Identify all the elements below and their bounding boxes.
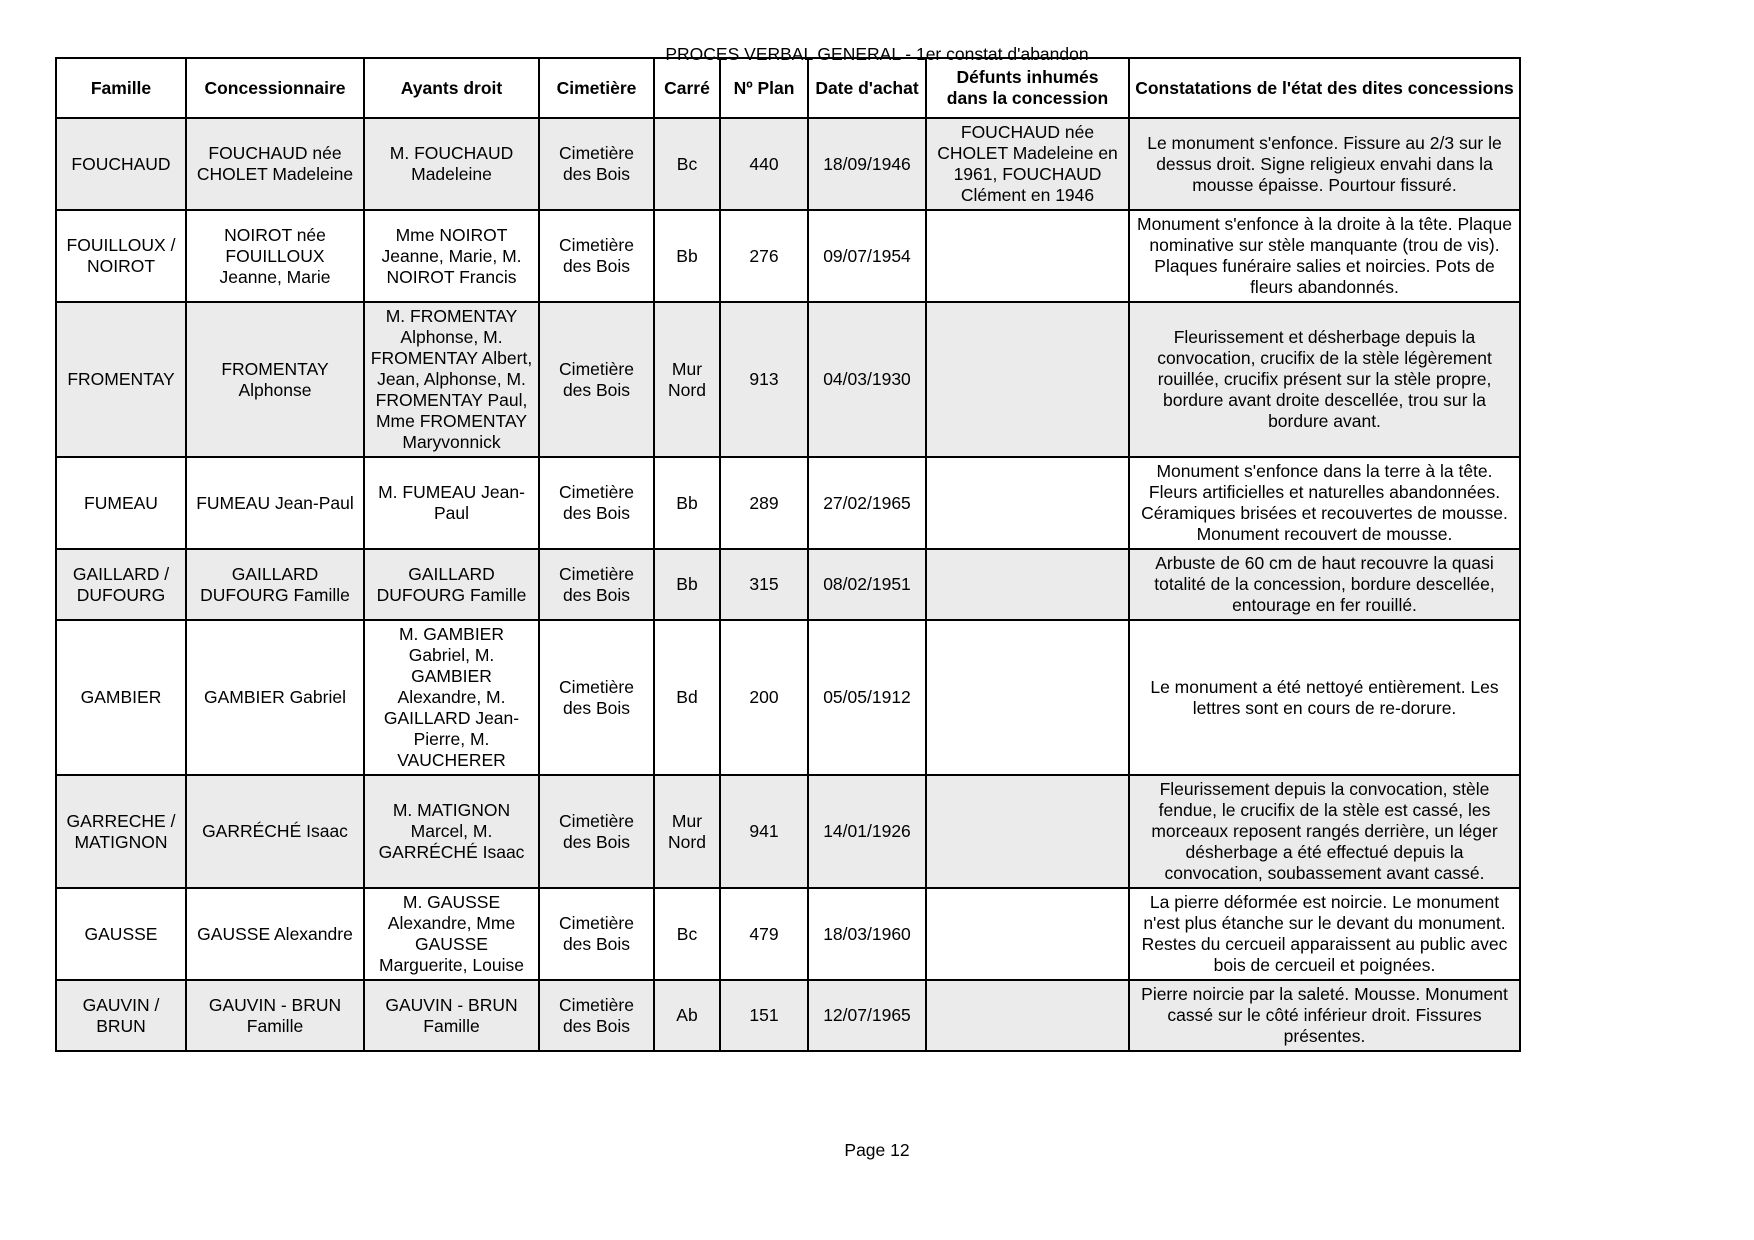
cell-concessionnaire: NOIROT née FOUILLOUX Jeanne, Marie <box>186 210 364 302</box>
cell-ayants-droit: GAILLARD DUFOURG Famille <box>364 549 539 620</box>
column-header-date-achat: Date d'achat <box>808 58 926 118</box>
cell-concessionnaire: FOUCHAUD née CHOLET Madeleine <box>186 118 364 210</box>
cell-ayants-droit: M. FROMENTAY Alphonse, M. FROMENTAY Albert, Jean, Alphonse, M. FROMENTAY Paul, Mme FROMENTAY Maryvonnick <box>364 302 539 457</box>
cell-date-achat: 27/02/1965 <box>808 457 926 549</box>
cell-constatations: Le monument a été nettoyé entièrement. Les lettres sont en cours de re-dorure. <box>1129 620 1520 775</box>
cell-cimetiere: Cimetière des Bois <box>539 620 654 775</box>
table-row <box>56 549 1520 620</box>
table-row <box>56 775 1520 888</box>
column-header-cimetiere: Cimetière <box>539 58 654 118</box>
cell-famille: GAMBIER <box>56 620 186 775</box>
cell-defunts: FOUCHAUD née CHOLET Madeleine en 1961, FOUCHAUD Clément en 1946 <box>926 118 1129 210</box>
cell-no-plan: 941 <box>720 775 808 888</box>
cell-concessionnaire: GARRÉCHÉ Isaac <box>186 775 364 888</box>
cell-constatations: Monument s'enfonce à la droite à la tête. Plaque nominative sur stèle manquante (trou de vis). Plaques funéraire salies et noircies. Pots de fleurs abandonnés. <box>1129 210 1520 302</box>
cell-concessionnaire: FUMEAU Jean-Paul <box>186 457 364 549</box>
table-row <box>56 980 1520 1051</box>
cell-constatations: Fleurissement depuis la convocation, stèle fendue, le crucifix de la stèle est cassé, les morceaux reposent rangés derrière, un léger désherbage a été effectué depuis la convocation, soubassement avant cassé. <box>1129 775 1520 888</box>
document-title: PROCES VERBAL GENERAL - 1er constat d'abandon <box>665 44 1089 64</box>
cell-ayants-droit: Mme NOIROT Jeanne, Marie, M. NOIROT Francis <box>364 210 539 302</box>
cell-ayants-droit: M. GAMBIER Gabriel, M. GAMBIER Alexandre, M. GAILLARD Jean-Pierre, M. VAUCHERER <box>364 620 539 775</box>
table-row <box>56 620 1520 775</box>
cell-defunts <box>926 775 1129 888</box>
cell-famille: FOUILLOUX / NOIROT <box>56 210 186 302</box>
cell-cimetiere: Cimetière des Bois <box>539 302 654 457</box>
cell-famille: GARRECHE / MATIGNON <box>56 775 186 888</box>
cell-no-plan: 276 <box>720 210 808 302</box>
cell-carre: Bb <box>654 549 720 620</box>
cell-no-plan: 315 <box>720 549 808 620</box>
cell-no-plan: 479 <box>720 888 808 980</box>
cell-constatations: Pierre noircie par la saleté. Mousse. Monument cassé sur le côté inférieur droit. Fissures présentes. <box>1129 980 1520 1051</box>
cell-cimetiere: Cimetière des Bois <box>539 775 654 888</box>
cell-carre: Bb <box>654 457 720 549</box>
cell-carre: Bc <box>654 118 720 210</box>
defunts-header-line2: dans la concession <box>946 88 1109 108</box>
cell-cimetiere: Cimetière des Bois <box>539 457 654 549</box>
cell-no-plan: 151 <box>720 980 808 1051</box>
cell-defunts <box>926 302 1129 457</box>
cell-no-plan: 440 <box>720 118 808 210</box>
cell-constatations: Monument s'enfonce dans la terre à la tête. Fleurs artificielles et naturelles abandonnées. Céramiques brisées et recouvertes de mousse. Monument recouvert de mousse. <box>1129 457 1520 549</box>
cell-defunts <box>926 888 1129 980</box>
cell-date-achat: 09/07/1954 <box>808 210 926 302</box>
cell-date-achat: 18/03/1960 <box>808 888 926 980</box>
cell-cimetiere: Cimetière des Bois <box>539 549 654 620</box>
cell-date-achat: 05/05/1912 <box>808 620 926 775</box>
cell-concessionnaire: GAUVIN - BRUN Famille <box>186 980 364 1051</box>
cell-carre: Mur Nord <box>654 775 720 888</box>
cell-defunts <box>926 549 1129 620</box>
cell-defunts <box>926 980 1129 1051</box>
cell-carre: Bc <box>654 888 720 980</box>
column-header-concessionnaire: Concessionnaire <box>186 58 364 118</box>
cell-constatations: Arbuste de 60 cm de haut recouvre la quasi totalité de la concession, bordure descellée, entourage en fer rouillé. <box>1129 549 1520 620</box>
cell-cimetiere: Cimetière des Bois <box>539 118 654 210</box>
cell-constatations: Fleurissement et désherbage depuis la convocation, crucifix de la stèle légèrement rouillée, crucifix présent sur la stèle propre, bordure avant droite descellée, trou sur la bordure avant. <box>1129 302 1520 457</box>
cell-date-achat: 18/09/1946 <box>808 118 926 210</box>
table-row <box>56 210 1520 302</box>
table-row <box>56 888 1520 980</box>
cell-concessionnaire: GAMBIER Gabriel <box>186 620 364 775</box>
defunts-header-line1: Défunts inhumés <box>956 67 1099 87</box>
column-header-famille: Famille <box>56 58 186 118</box>
cell-ayants-droit: GAUVIN - BRUN Famille <box>364 980 539 1051</box>
cell-carre: Mur Nord <box>654 302 720 457</box>
cell-ayants-droit: M. FOUCHAUD Madeleine <box>364 118 539 210</box>
cell-famille: FROMENTAY <box>56 302 186 457</box>
cell-ayants-droit: M. FUMEAU Jean-Paul <box>364 457 539 549</box>
cell-constatations: La pierre déformée est noircie. Le monument n'est plus étanche sur le devant du monument. Restes du cercueil apparaissent au public avec bois de cercueil et poignées. <box>1129 888 1520 980</box>
cell-carre: Bd <box>654 620 720 775</box>
table-header <box>56 58 1520 118</box>
cell-date-achat: 12/07/1965 <box>808 980 926 1051</box>
cell-famille: GAILLARD / DUFOURG <box>56 549 186 620</box>
cell-cimetiere: Cimetière des Bois <box>539 888 654 980</box>
cell-defunts <box>926 210 1129 302</box>
cell-famille: FUMEAU <box>56 457 186 549</box>
cell-date-achat: 04/03/1930 <box>808 302 926 457</box>
cell-concessionnaire: GAUSSE Alexandre <box>186 888 364 980</box>
cell-cimetiere: Cimetière des Bois <box>539 980 654 1051</box>
table-row <box>56 118 1520 210</box>
concessions-table <box>55 57 1521 1052</box>
cell-date-achat: 14/01/1926 <box>808 775 926 888</box>
table-header-row <box>56 58 1520 118</box>
table-row <box>56 457 1520 549</box>
cell-famille: FOUCHAUD <box>56 118 186 210</box>
cell-concessionnaire: FROMENTAY Alphonse <box>186 302 364 457</box>
cell-concessionnaire: GAILLARD DUFOURG Famille <box>186 549 364 620</box>
page-footer: Page 12 <box>844 1140 910 1160</box>
cell-constatations: Le monument s'enfonce. Fissure au 2/3 sur le dessus droit. Signe religieux envahi dans la mousse épaisse. Pourtour fissuré. <box>1129 118 1520 210</box>
cell-famille: GAUVIN / BRUN <box>56 980 186 1051</box>
cell-famille: GAUSSE <box>56 888 186 980</box>
cell-defunts <box>926 620 1129 775</box>
table-row <box>56 302 1520 457</box>
column-header-ayants-droit: Ayants droit <box>364 58 539 118</box>
cell-no-plan: 913 <box>720 302 808 457</box>
table-body <box>56 118 1520 1051</box>
column-header-defunts-inhumes <box>926 58 1129 118</box>
cell-ayants-droit: M. GAUSSE Alexandre, Mme GAUSSE Marguerite, Louise <box>364 888 539 980</box>
cell-no-plan: 200 <box>720 620 808 775</box>
cell-defunts <box>926 457 1129 549</box>
cell-no-plan: 289 <box>720 457 808 549</box>
cell-carre: Bb <box>654 210 720 302</box>
cell-ayants-droit: M. MATIGNON Marcel, M. GARRÉCHÉ Isaac <box>364 775 539 888</box>
cell-date-achat: 08/02/1951 <box>808 549 926 620</box>
column-header-no-plan: Nº Plan <box>720 58 808 118</box>
cell-cimetiere: Cimetière des Bois <box>539 210 654 302</box>
cell-carre: Ab <box>654 980 720 1051</box>
column-header-constatations: Constatations de l'état des dites concessions <box>1129 58 1520 118</box>
column-header-carre: Carré <box>654 58 720 118</box>
